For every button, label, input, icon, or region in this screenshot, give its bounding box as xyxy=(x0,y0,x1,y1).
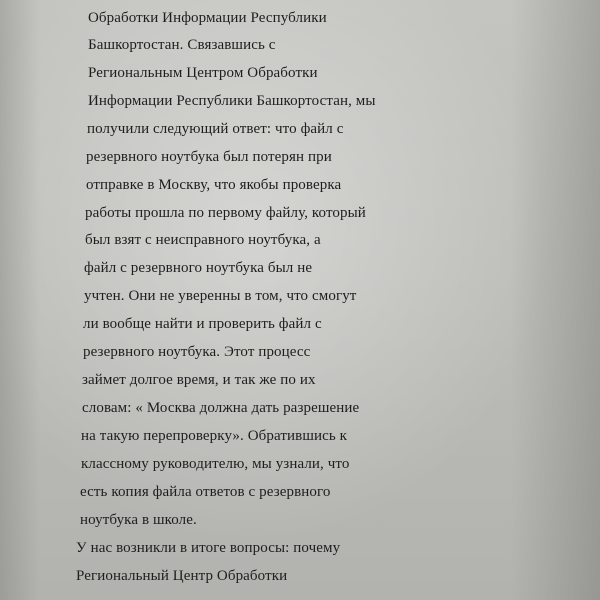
text-line: ли вообще найти и проверить файл с xyxy=(83,316,322,332)
text-line: Информации Республики Башкортостан, мы xyxy=(88,93,376,109)
text-line: словам: « Москва должна дать разрешение xyxy=(82,400,360,416)
text-line: Региональным Центром Обработки xyxy=(88,65,318,81)
text-line: файл с резервного ноутбука был не xyxy=(84,260,313,276)
text-line: займет долгое время, и так же по их xyxy=(82,372,316,388)
text-line: ноутбука в школе. xyxy=(80,512,197,528)
text-line: отправке в Москву, что якобы проверка xyxy=(86,177,342,193)
text-line: У нас возникли в итоге вопросы: почему xyxy=(76,540,341,556)
text-line: на такую перепроверку». Обратившись к xyxy=(81,428,348,444)
text-line: Обработки Информации Республики xyxy=(88,10,327,26)
text-line: резервного ноутбука был потерян при xyxy=(86,149,332,165)
text-line: Региональный Центр Обработки xyxy=(76,568,288,584)
text-line: получили следующий ответ: что файл с xyxy=(87,121,344,137)
text-line: был взят с неисправного ноутбука, а xyxy=(85,232,321,248)
text-line: есть копия файла ответов с резервного xyxy=(80,484,331,500)
text-line: резервного ноутбука. Этот процесс xyxy=(83,344,311,360)
text-line: работы прошла по первому файлу, который xyxy=(85,205,366,221)
text-line: классному руководителю, мы узнали, что xyxy=(81,456,350,472)
text-line: Башкортостан. Связавшись с xyxy=(88,37,276,53)
text-line: учтен. Они не уверенны в том, что смогут xyxy=(84,288,357,304)
